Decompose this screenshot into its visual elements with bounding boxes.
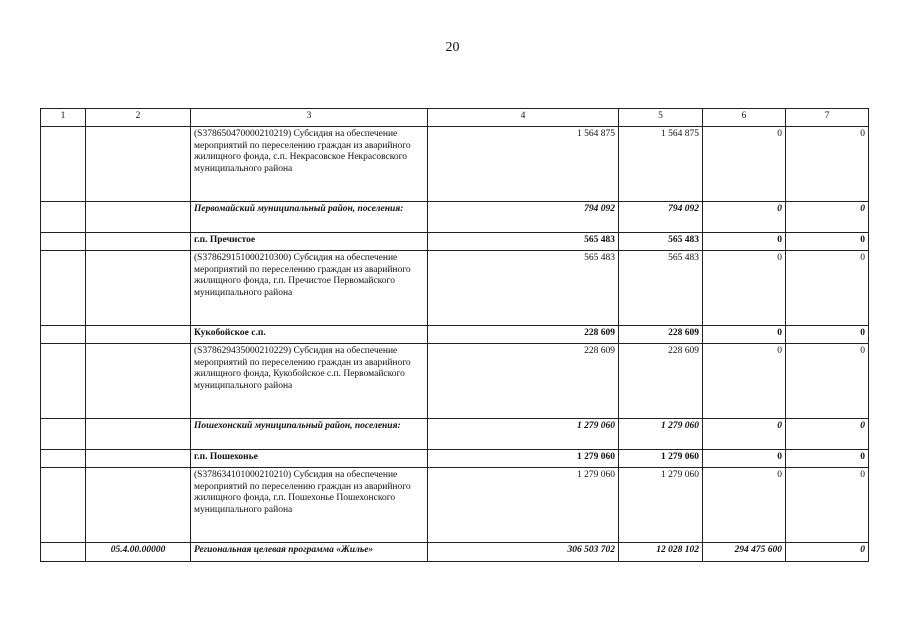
- table-cell-col-5: 12 028 102: [619, 543, 703, 562]
- table-cell-col-1: [41, 468, 86, 543]
- table-cell-col-3: Пошехонский муниципальный район, поселения:: [191, 419, 428, 450]
- table-cell-col-5: 565 483: [619, 233, 703, 251]
- table-cell-col-1: [41, 419, 86, 450]
- table-cell-col-4: 565 483: [428, 233, 619, 251]
- table-cell-col-5: 794 092: [619, 202, 703, 233]
- table-row: [41, 419, 869, 450]
- table-row: [41, 468, 869, 543]
- table-cell-col-3: (S378629435000210229) Субсидия на обеспечение мероприятий по переселению граждан из аварийного жилищного фонда, Кукобойское с.п. Первомайского муниципального района: [191, 344, 428, 419]
- table-cell-col-1: [41, 450, 86, 468]
- table-cell-col-6: 0: [703, 326, 786, 344]
- table-cell-col-6: 0: [703, 419, 786, 450]
- table-cell-col-2: [86, 326, 191, 344]
- table-cell-col-4: 1 279 060: [428, 468, 619, 543]
- table-cell-col-6: 0: [703, 127, 786, 202]
- table-cell-col-2: [86, 419, 191, 450]
- table-cell-col-6: 0: [703, 468, 786, 543]
- header-col-4: 4: [428, 109, 619, 127]
- table-cell-col-7: 0: [786, 468, 869, 543]
- table-cell-col-3: Кукобойское с.п.: [191, 326, 428, 344]
- table-cell-col-5: 565 483: [619, 251, 703, 326]
- table-cell-col-3: Региональная целевая программа «Жилье»: [191, 543, 428, 562]
- table-cell-col-1: [41, 127, 86, 202]
- table-cell-col-2: [86, 233, 191, 251]
- table-cell-col-4: 794 092: [428, 202, 619, 233]
- table-cell-col-4: 228 609: [428, 344, 619, 419]
- header-col-2: 2: [86, 109, 191, 127]
- table-row: [41, 326, 869, 344]
- table-cell-col-7: 0: [786, 543, 869, 562]
- table-row: [41, 202, 869, 233]
- table-cell-col-5: 1 564 875: [619, 127, 703, 202]
- table-cell-col-7: 0: [786, 202, 869, 233]
- table-cell-col-2: [86, 468, 191, 543]
- header-col-1: 1: [41, 109, 86, 127]
- table-cell-col-7: 0: [786, 326, 869, 344]
- table-cell-col-2: [86, 344, 191, 419]
- table-cell-col-5: 1 279 060: [619, 468, 703, 543]
- table-cell-col-2: [86, 251, 191, 326]
- table-row: [41, 127, 869, 202]
- table-cell-col-1: [41, 251, 86, 326]
- table-row: [41, 233, 869, 251]
- table-cell-col-1: [41, 326, 86, 344]
- table-cell-col-3: Первомайский муниципальный район, поселения:: [191, 202, 428, 233]
- table-cell-col-5: 1 279 060: [619, 419, 703, 450]
- table-cell-col-1: [41, 233, 86, 251]
- budget-table: [40, 108, 869, 562]
- table-cell-col-7: 0: [786, 344, 869, 419]
- table-row: [41, 543, 869, 562]
- table-row: [41, 251, 869, 326]
- table-cell-col-4: 228 609: [428, 326, 619, 344]
- table-cell-col-2: [86, 127, 191, 202]
- table-cell-col-5: 228 609: [619, 326, 703, 344]
- table-cell-col-3: (S378650470000210219) Субсидия на обеспечение мероприятий по переселению граждан из аварийного жилищного фонда, с.п. Некрасовское Некрасовского муниципального района: [191, 127, 428, 202]
- table-cell-col-6: 0: [703, 251, 786, 326]
- table-cell-col-4: 306 503 702: [428, 543, 619, 562]
- header-col-3: 3: [191, 109, 428, 127]
- table-cell-col-3: (S378634101000210210) Субсидия на обеспечение мероприятий по переселению граждан из аварийного жилищного фонда, г.п. Пошехонье Пошехонского муниципального района: [191, 468, 428, 543]
- table-cell-col-6: 0: [703, 450, 786, 468]
- header-col-5: 5: [619, 109, 703, 127]
- table-cell-col-1: [41, 543, 86, 562]
- table-cell-col-2: 05.4.00.00000: [86, 543, 191, 562]
- table-row: [41, 450, 869, 468]
- table-cell-col-4: 565 483: [428, 251, 619, 326]
- table-cell-col-3: г.п. Пречистое: [191, 233, 428, 251]
- table-cell-col-4: 1 279 060: [428, 419, 619, 450]
- table-cell-col-4: 1 564 875: [428, 127, 619, 202]
- table-cell-col-7: 0: [786, 419, 869, 450]
- table-cell-col-5: 228 609: [619, 344, 703, 419]
- table-cell-col-7: 0: [786, 450, 869, 468]
- header-col-7: 7: [786, 109, 869, 127]
- table-cell-col-7: 0: [786, 233, 869, 251]
- table-cell-col-7: 0: [786, 127, 869, 202]
- table-cell-col-5: 1 279 060: [619, 450, 703, 468]
- page-number: 20: [445, 40, 460, 55]
- table-cell-col-2: [86, 450, 191, 468]
- table-cell-col-3: г.п. Пошехонье: [191, 450, 428, 468]
- table-cell-col-2: [86, 202, 191, 233]
- table-header-row: [41, 109, 869, 127]
- table-cell-col-6: 0: [703, 233, 786, 251]
- table-cell-col-6: 0: [703, 202, 786, 233]
- table-cell-col-3: (S378629151000210300) Субсидия на обеспечение мероприятий по переселению граждан из аварийного жилищного фонда, г.п. Пречистое Первомайского муниципального района: [191, 251, 428, 326]
- header-col-6: 6: [703, 109, 786, 127]
- table-cell-col-6: 0: [703, 344, 786, 419]
- table-cell-col-1: [41, 202, 86, 233]
- table-cell-col-7: 0: [786, 251, 869, 326]
- table-cell-col-1: [41, 344, 86, 419]
- table-cell-col-4: 1 279 060: [428, 450, 619, 468]
- table-cell-col-6: 294 475 600: [703, 543, 786, 562]
- table-row: [41, 344, 869, 419]
